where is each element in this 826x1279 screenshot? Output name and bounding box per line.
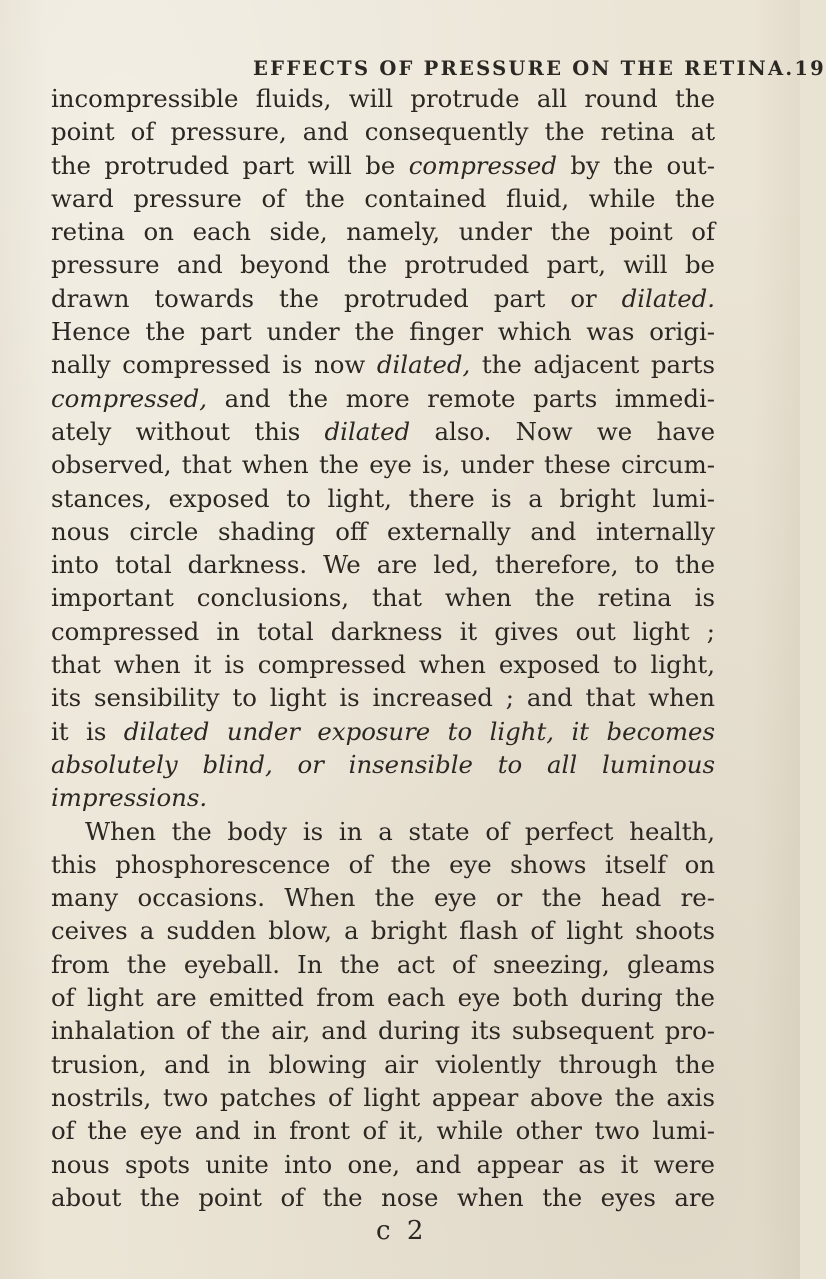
text-segment: point of pressure, and consequently the retina at [51,117,715,147]
text-segment: Hence the part under the finger which was origi- [51,317,715,347]
text-segment: into total darkness. We are led, therefore, to the [51,550,715,580]
italic-text: dilated under exposure to light, it becomes [123,716,715,746]
text-line [51,1148,715,1181]
text-line [51,748,715,781]
text-segment: ately without this [51,416,325,446]
text-segment: drawn towards the protruded part or [51,283,622,313]
body-text [51,82,715,1214]
text-line [51,681,715,714]
text-line [51,382,715,415]
text-segment: the adjacent parts [470,350,715,380]
page-number: 19 [794,57,826,80]
text-segment: it is [51,716,124,746]
text-segment: trusion, and in blowing air violently through the [51,1049,715,1079]
text-segment: observed, that when the eye is, under these circum- [51,450,715,480]
text-segment: the protruded part will be [51,150,409,180]
italic-text: compressed [408,150,557,180]
text-line [51,149,715,182]
text-line [51,648,715,681]
text-segment: its sensibility to light is increased ; and that when [51,683,715,713]
text-segment: that when it is compressed when exposed to light, [51,650,715,680]
text-segment: by the out- [556,150,715,180]
text-segment: of light are emitted from each eye both during the [51,983,715,1013]
text-line [51,715,715,748]
text-line [51,914,715,947]
italic-text: dilated, [376,350,471,380]
text-line [51,881,715,914]
text-segment: important conclusions, that when the retina is [51,583,715,613]
text-segment: also. Now we have [410,416,716,446]
text-line [51,615,715,648]
text-line [51,1181,715,1214]
text-segment: many occasions. When the eye or the head re- [51,883,715,913]
text-segment: stances, exposed to light, there is a bright lumi- [51,483,715,513]
text-line [51,82,715,115]
italic-text: absolutely blind, or insensible to all luminous [51,749,715,779]
text-segment: and the more remote parts immedi- [207,383,715,413]
text-segment: ceives a sudden blow, a bright flash of light shoots [51,916,715,946]
text-line [51,1081,715,1114]
text-line [51,482,715,515]
text-segment: of the eye and in front of it, while other two lumi- [51,1116,715,1146]
italic-text: compressed, [51,383,208,413]
text-segment: pressure and beyond the protruded part, will be [51,250,715,280]
text-segment: this phosphorescence of the eye shows itself on [51,849,715,879]
text-line [51,348,715,381]
text-segment: nally compressed is now [51,350,377,380]
signature-mark: c 2 [376,1216,428,1246]
text-line [51,248,715,281]
text-segment: about the point of the nose when the eyes are [51,1182,715,1212]
text-line [51,948,715,981]
text-line [51,415,715,448]
text-line [51,282,715,315]
text-line [51,548,715,581]
text-line [51,182,715,215]
text-line [51,515,715,548]
text-line [51,981,715,1014]
text-segment: nostrils, two patches of light appear above the axis [51,1082,715,1112]
italic-text: dilated. [621,283,715,313]
text-segment: When the body is in a state of perfect health, [85,816,715,846]
text-segment: nous circle shading off externally and internally [51,516,715,546]
text-line [51,1014,715,1047]
page-header [253,57,826,80]
text-segment: ward pressure of the contained fluid, while the [51,183,715,213]
text-line [51,1114,715,1147]
text-segment: nous spots unite into one, and appear as it were [51,1149,715,1179]
text-line [51,815,715,848]
text-line [51,848,715,881]
text-line [51,781,715,814]
text-segment: compressed in total darkness it gives out light ; [51,616,715,646]
text-line [51,215,715,248]
text-line [51,315,715,348]
italic-text: impressions. [51,783,208,813]
text-line [51,1048,715,1081]
text-segment: inhalation of the air, and during its subsequent pro- [51,1016,715,1046]
italic-text: dilated [324,416,411,446]
running-head: EFFECTS OF PRESSURE ON THE RETINA. [253,57,795,80]
text-line [51,115,715,148]
text-segment: from the eyeball. In the act of sneezing, gleams [51,949,715,979]
text-line [51,581,715,614]
text-segment: incompressible fluids, will protrude all round the [51,84,715,113]
text-line [51,448,715,481]
text-segment: retina on each side, namely, under the point of [51,217,715,247]
